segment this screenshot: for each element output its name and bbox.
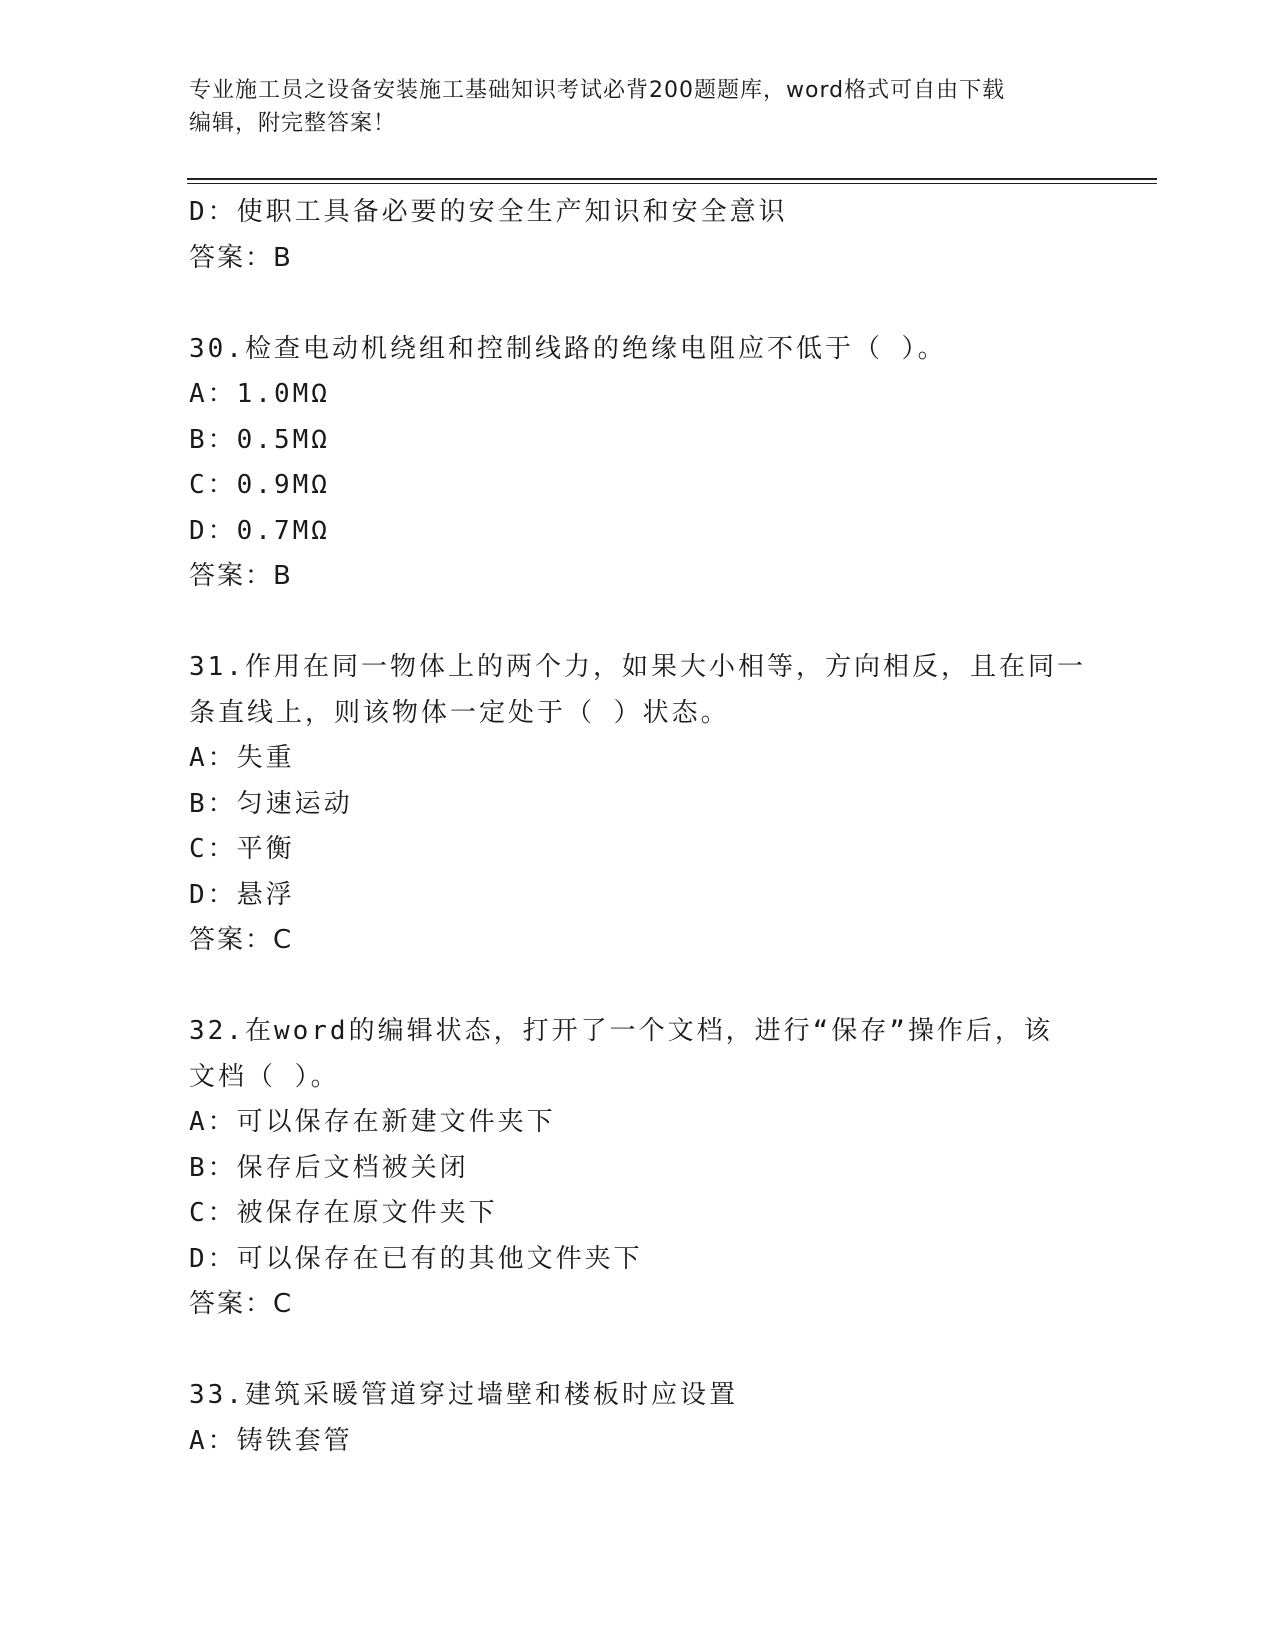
question-32 [189, 1009, 1089, 1328]
option-a: A：失重 [189, 743, 295, 773]
option-c: C：平衡 [189, 834, 295, 864]
question-stem: 33.建筑采暖管道穿过墙壁和楼板时应设置 [189, 1380, 738, 1410]
question-spacer [189, 281, 1089, 327]
option-c: C：被保存在原文件夹下 [189, 1198, 498, 1228]
question-stem: 30.检查电动机绕组和控制线路的绝缘电阻应不低于（ ）。 [189, 333, 947, 364]
option-b: B：匀速运动 [189, 788, 353, 819]
question-spacer [189, 964, 1089, 1010]
answer-line: 答案：C [189, 1289, 294, 1319]
option-d: D：可以保存在已有的其他文件夹下 [189, 1243, 643, 1274]
option-b: B：保存后文档被关闭 [189, 1152, 469, 1183]
answer-line: 答案：C [189, 925, 294, 955]
header-divider-thick [187, 178, 1157, 180]
question-spacer [189, 600, 1089, 646]
header-divider-thin [187, 183, 1157, 184]
option-d: D：使职工具备必要的安全生产知识和安全意识 [189, 197, 788, 227]
option-b: B：0.5MΩ [189, 424, 330, 455]
question-33 [189, 1373, 1089, 1464]
question-30 [189, 327, 1089, 600]
option-a: A：1.0MΩ [189, 379, 330, 409]
answer-line: 答案：B [189, 561, 293, 591]
option-a: A：可以保存在新建文件夹下 [189, 1107, 556, 1137]
header-title-line-2: 编辑，附完整答案！ [189, 111, 397, 136]
question-list [189, 190, 1089, 1464]
question-stem-line-2: 条直线上，则该物体一定处于（ ）状态。 [189, 697, 730, 728]
document-header [189, 74, 1089, 140]
header-title-line-1: 专业施工员之设备安装施工基础知识考试必背200题题库，word格式可自由下载 [189, 78, 1006, 103]
question-stem-line-1: 31.作用在同一物体上的两个力，如果大小相等，方向相反，且在同一 [189, 652, 1086, 682]
option-c: C：0.9MΩ [189, 470, 330, 500]
question-stem-line-1: 32.在word的编辑状态，打开了一个文档，进行“保存”操作后，该 [189, 1016, 1053, 1046]
option-d: D：悬浮 [189, 879, 295, 910]
previous-question-tail [189, 190, 1089, 281]
option-a: A：铸铁套管 [189, 1425, 353, 1456]
question-spacer [189, 1328, 1089, 1374]
answer-line: 答案：B [189, 242, 293, 273]
question-31 [189, 645, 1089, 964]
question-stem-line-2: 文档（ ）。 [189, 1061, 340, 1092]
option-d: D：0.7MΩ [189, 515, 330, 546]
